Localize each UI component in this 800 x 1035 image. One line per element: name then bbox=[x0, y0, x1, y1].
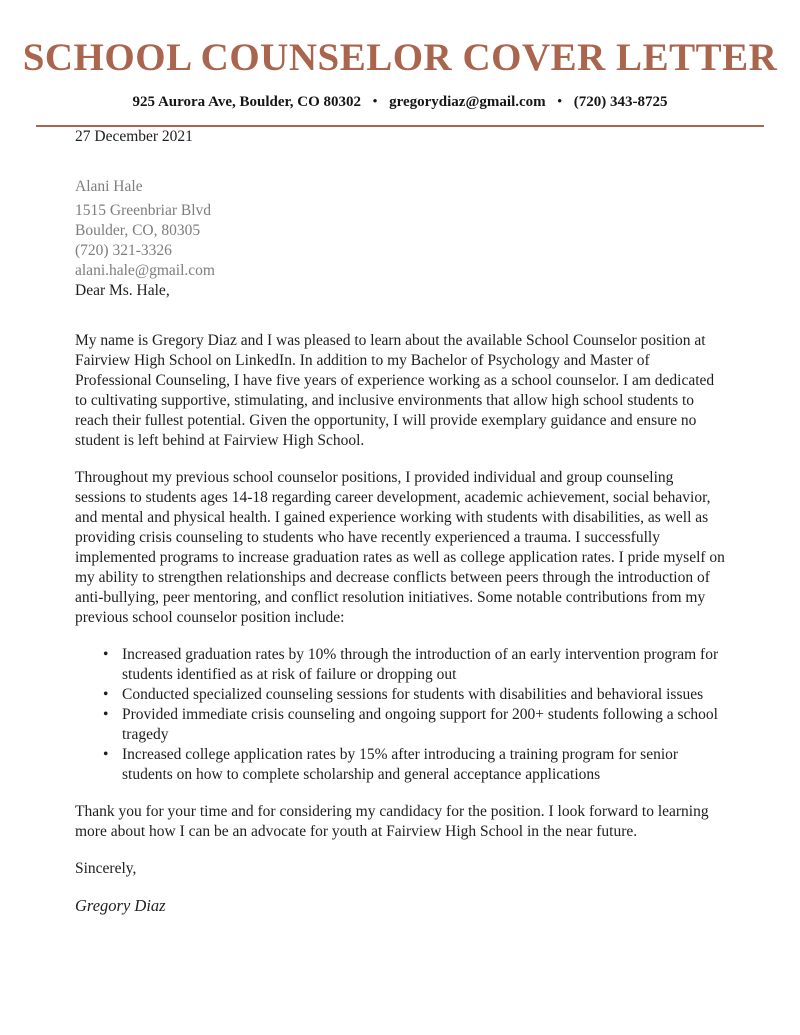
closing-paragraph: Thank you for your time and for considering my candidacy for the position. I look forward to learning more about how I can be an advocate for youth at Fairview High School in the near future. bbox=[75, 803, 709, 840]
recipient-address-line: Boulder, CO, 80305 bbox=[75, 222, 201, 239]
list-item: • Provided immediate crisis counseling and ongoing support for 200+ students following a school tragedy bbox=[75, 705, 727, 745]
letter-date: 27 December 2021 bbox=[75, 128, 193, 145]
page-title: SCHOOL COUNSELOR COVER LETTER bbox=[22, 36, 778, 79]
signature-name: Gregory Diaz bbox=[75, 896, 166, 915]
separator-dot: • bbox=[372, 93, 378, 108]
letter-body bbox=[0, 127, 800, 916]
body-paragraph-1: My name is Gregory Diaz and I was pleased to learn about the available School Counselor position at Fairview High School on LinkedIn. In addition to my Bachelor of Psychology and Master of Professional Counseling, I have five years of experience working as a school counselor. I am dedicated to cultivating supportive, stimulating, and inclusive environments that allow high school students to reach their fullest potential. Given the opportunity, I will provide exemplary guidance and ensure no student is left behind at Fairview High School. bbox=[75, 332, 715, 449]
valediction: Sincerely, bbox=[75, 860, 137, 877]
list-item: • Increased graduation rates by 10% through the introduction of an early intervention program for students identified as at risk of failure or dropping out bbox=[75, 645, 727, 685]
sender-phone: (720) 343-8725 bbox=[573, 94, 668, 110]
sender-contact-line bbox=[0, 93, 800, 111]
separator-dot: • bbox=[557, 93, 562, 108]
list-item: • Conducted specialized counseling sessions for students with disabilities and behavioral issues bbox=[75, 685, 727, 705]
recipient-name: Alani Hale bbox=[75, 178, 143, 195]
list-item: • Increased college application rates by 15% after introducing a training program for senior students on how to complete scholarship and general acceptance applications bbox=[75, 745, 727, 785]
sender-email: gregorydiaz@gmail.com bbox=[389, 94, 546, 110]
recipient-phone: (720) 321-3326 bbox=[75, 242, 172, 259]
body-paragraph-2: Throughout my previous school counselor positions, I provided individual and group counseling sessions to students ages 14-18 regarding career development, academic achievement, social behavior, and mental and physical health. I gained experience working with students with disabilities, as well as providing crisis counseling to students who have recently experienced a trauma. I successfully implemented programs to increase graduation rates as well as college application rates. I pride myself on my ability to strengthen relationships and decrease conflicts between peers through the introduction of anti-bullying, peer mentoring, and conflict resolution initiatives. Some notable contributions from my previous school counselor position include: bbox=[75, 469, 725, 626]
recipient-block bbox=[75, 177, 727, 281]
recipient-address bbox=[75, 201, 727, 281]
recipient-address-line: 1515 Greenbriar Blvd bbox=[75, 202, 212, 219]
salutation: Dear Ms. Hale, bbox=[75, 282, 170, 299]
letterhead bbox=[0, 0, 800, 127]
sender-address: 925 Aurora Ave, Boulder, CO 80302 bbox=[132, 94, 362, 110]
accomplishments-list bbox=[75, 645, 727, 785]
recipient-email: alani.hale@gmail.com bbox=[75, 262, 215, 279]
